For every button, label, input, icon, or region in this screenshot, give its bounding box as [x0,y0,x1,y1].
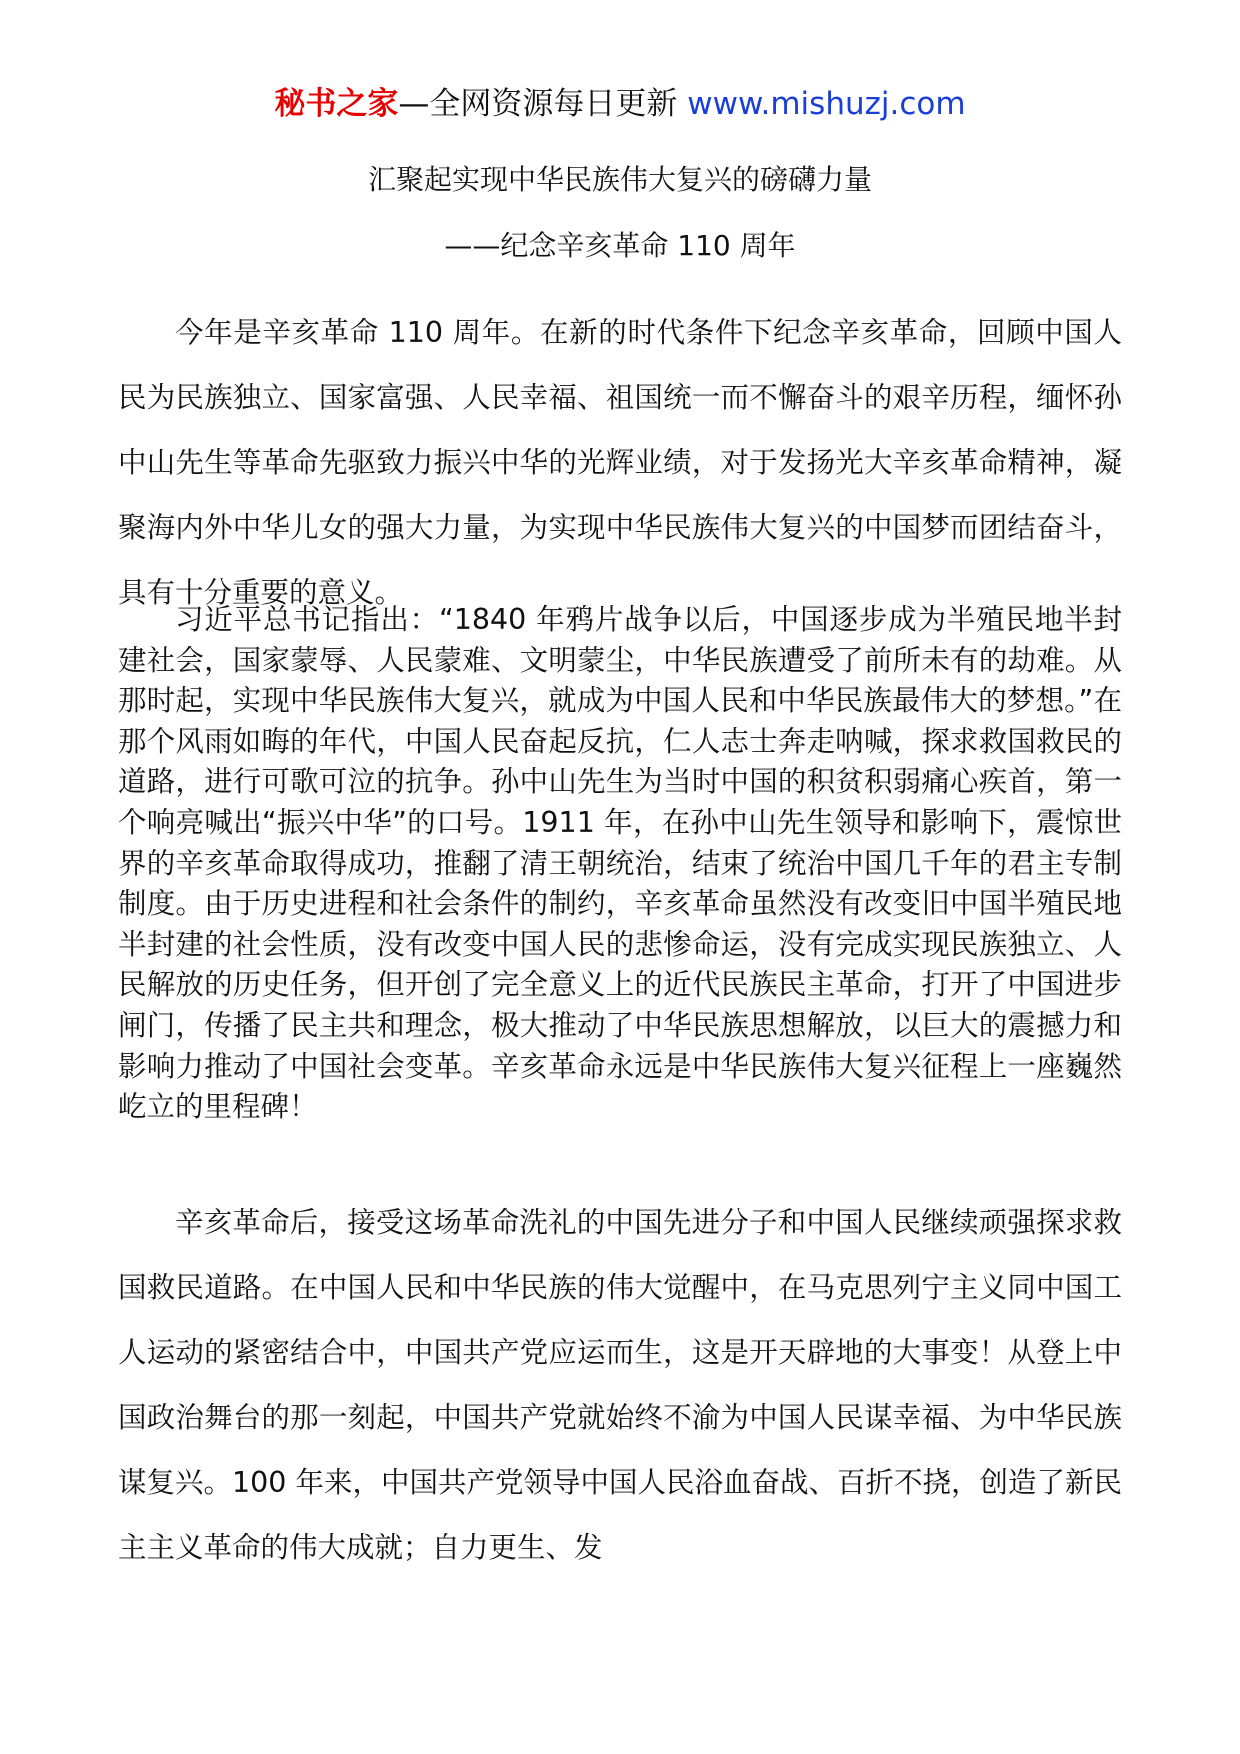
website-link[interactable]: www.mishuzj.com [687,86,966,122]
brand-name: 秘书之家 [274,86,399,122]
header-banner [0,84,1240,124]
paragraph-3: 辛亥革命后，接受这场革命洗礼的中国先进分子和中国人民继续顽强探求救国救民道路。在中国人民和中华民族的伟大觉醒中，在马克思列宁主义同中国工人运动的紧密结合中，中国共产党应运而生，这是开天辟地的大事变！从登上中国政治舞台的那一刻起，中国共产党就始终不渝为中国人民谋幸福、为中华民族谋复兴。100 年来，中国共产党领导中国人民浴血奋战、百折不挠，创造了新民主主义革命的伟大成就；自力更生、发 [118,1206,1122,1564]
paragraph-1: 今年是辛亥革命 110 周年。在新的时代条件下纪念辛亥革命，回顾中国人民为民族独立、国家富强、人民幸福、祖国统一而不懈奋斗的艰辛历程，缅怀孙中山先生等革命先驱致力振兴中华的光辉业绩，对于发扬光大辛亥革命精神，凝聚海内外中华儿女的强大力量，为实现中华民族伟大复兴的中国梦而团结奋斗，具有十分重要的意义。 [118,316,1122,609]
paragraph-2: 习近平总书记指出：“1840 年鸦片战争以后，中国逐步成为半殖民地半封建社会，国家蒙辱、人民蒙难、文明蒙尘，中华民族遭受了前所未有的劫难。从那时起，实现中华民族伟大复兴，就成为中国人民和中华民族最伟大的梦想。”在那个风雨如晦的年代，中国人民奋起反抗，仁人志士奔走呐喊，探求救国救民的道路，进行可歌可泣的抗争。孙中山先生为当时中国的积贫积弱痛心疾首，第一个响亮喊出“振兴中华”的口号。1911 年，在孙中山先生领导和影响下，震惊世界的辛亥革命取得成功，推翻了清王朝统治，结束了统治中国几千年的君主专制制度。由于历史进程和社会条件的制约，辛亥革命虽然没有改变旧中国半殖民地半封建的社会性质，没有改变中国人民的悲惨命运，没有完成实现民族独立、人民解放的历史任务，但开创了完全意义上的近代民族民主革命，打开了中国进步闸门，传播了民主共和理念，极大推动了中华民族思想解放，以巨大的震撼力和影响力推动了中国社会变革。辛亥革命永远是中华民族伟大复兴征程上一座巍然屹立的里程碑！ [118,603,1122,1124]
document-subtitle: ——纪念辛亥革命 110 周年 [444,229,796,262]
document-title: 汇聚起实现中华民族伟大复兴的磅礴力量 [367,163,872,196]
banner-tagline: —全网资源每日更新 [398,86,688,122]
